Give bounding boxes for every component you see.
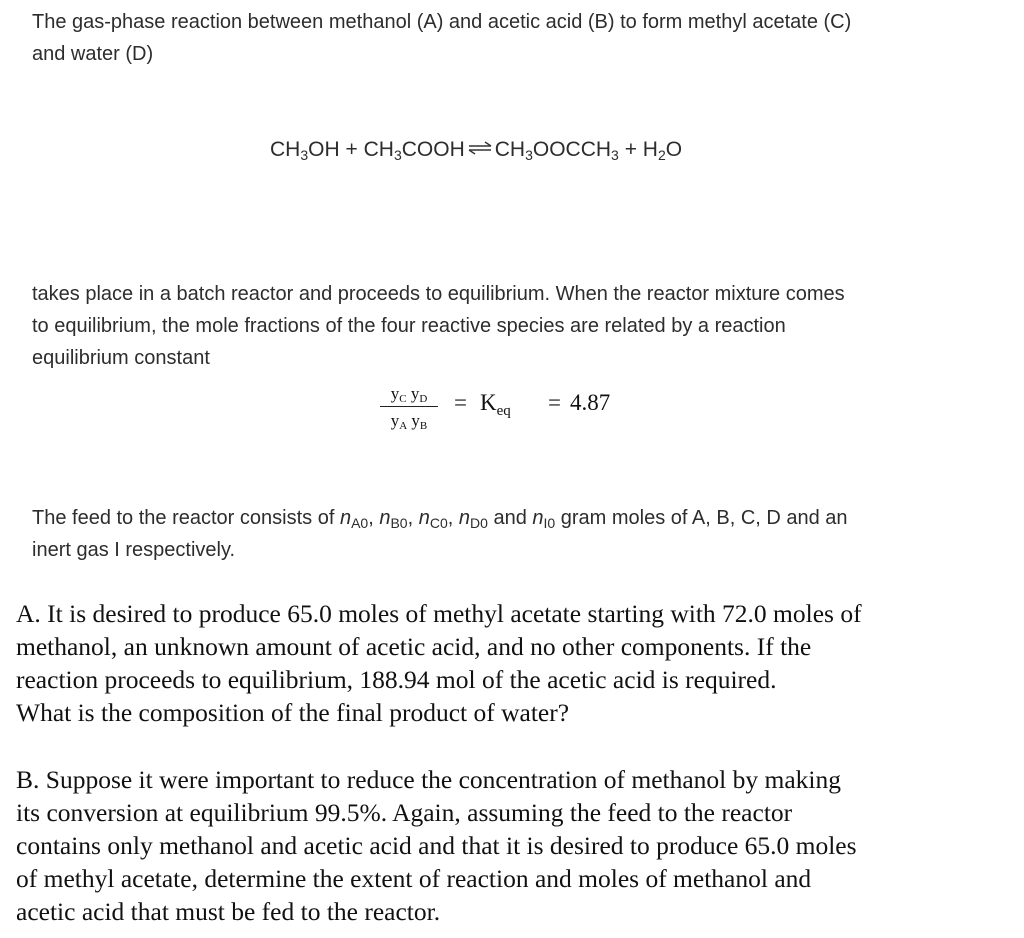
question-a-line: A. It is desired to produce 65.0 moles of methyl acetate starting with 72.0 moles of (16, 599, 862, 628)
intro-line: The gas-phase reaction between methanol (A) and acetic acid (B) to form methyl acetate (C) (32, 11, 852, 33)
product-water: $H_2O$ (642, 138, 683, 163)
mole-fraction-ratio (380, 382, 438, 435)
plus-sign: + (345, 138, 358, 161)
question-a-line: What is the composition of the final product of water? (16, 698, 570, 727)
equilibrium-expression (376, 382, 676, 442)
intro-line: and water (D) (32, 43, 154, 65)
equals-sign: = (454, 390, 467, 415)
feed-line: inert gas I respectively. (32, 539, 236, 561)
numerator: $y_C$ $y_D$ (390, 384, 428, 405)
keq-symbol: $K_{eq}$ (480, 390, 511, 419)
question-b-line: of methyl acetate, determine the extent of reaction and moles of methanol and (16, 864, 812, 893)
reactant-methanol: $CH_3OH$ (270, 138, 340, 163)
intro-paragraph (32, 6, 992, 70)
feed-paragraph (32, 502, 992, 566)
question-b-line: B. Suppose it were important to reduce the concentration of methanol by making (16, 765, 841, 794)
question-b-line: its conversion at equilibrium 99.5%. Again, assuming the feed to the reactor (16, 798, 793, 827)
context-line: equilibrium constant (32, 347, 210, 369)
equilibrium-arrow-icon (467, 141, 493, 155)
keq-value: 4.87 (570, 390, 611, 415)
question-b-line: acetic acid that must be fed to the reactor. (16, 897, 441, 926)
context-line: takes place in a batch reactor and proceeds to equilibrium. When the reactor mixture comes (32, 283, 845, 305)
context-line: to equilibrium, the mole fractions of the four reactive species are related by a reaction (32, 315, 786, 337)
question-b-line: contains only methanol and acetic acid and that it is desired to produce 65.0 moles (16, 831, 857, 860)
reaction-equation (270, 134, 682, 166)
feed-line: The feed to the reactor consists of $n_{A0}$, $n_{B0}$, $n_{C0}$, $n_{D0}$ and $n_{I0}$ gram moles of A, B, C, D and an (32, 507, 848, 531)
equals-sign: = (548, 390, 561, 415)
context-paragraph (32, 278, 992, 374)
question-a-line: reaction proceeds to equilibrium, 188.94 mol of the acetic acid is required. (16, 665, 777, 694)
plus-sign: + (624, 138, 637, 161)
question-b (16, 763, 1006, 928)
question-a (16, 597, 1006, 729)
reactant-acetic-acid: $CH_3COOH$ (363, 138, 465, 163)
denominator: $y_A$ $y_B$ (390, 411, 428, 432)
question-a-line: methanol, an unknown amount of acetic acid, and no other components. If the (16, 632, 812, 661)
product-methyl-acetate: $CH_3OOCCH_3$ (494, 138, 619, 163)
